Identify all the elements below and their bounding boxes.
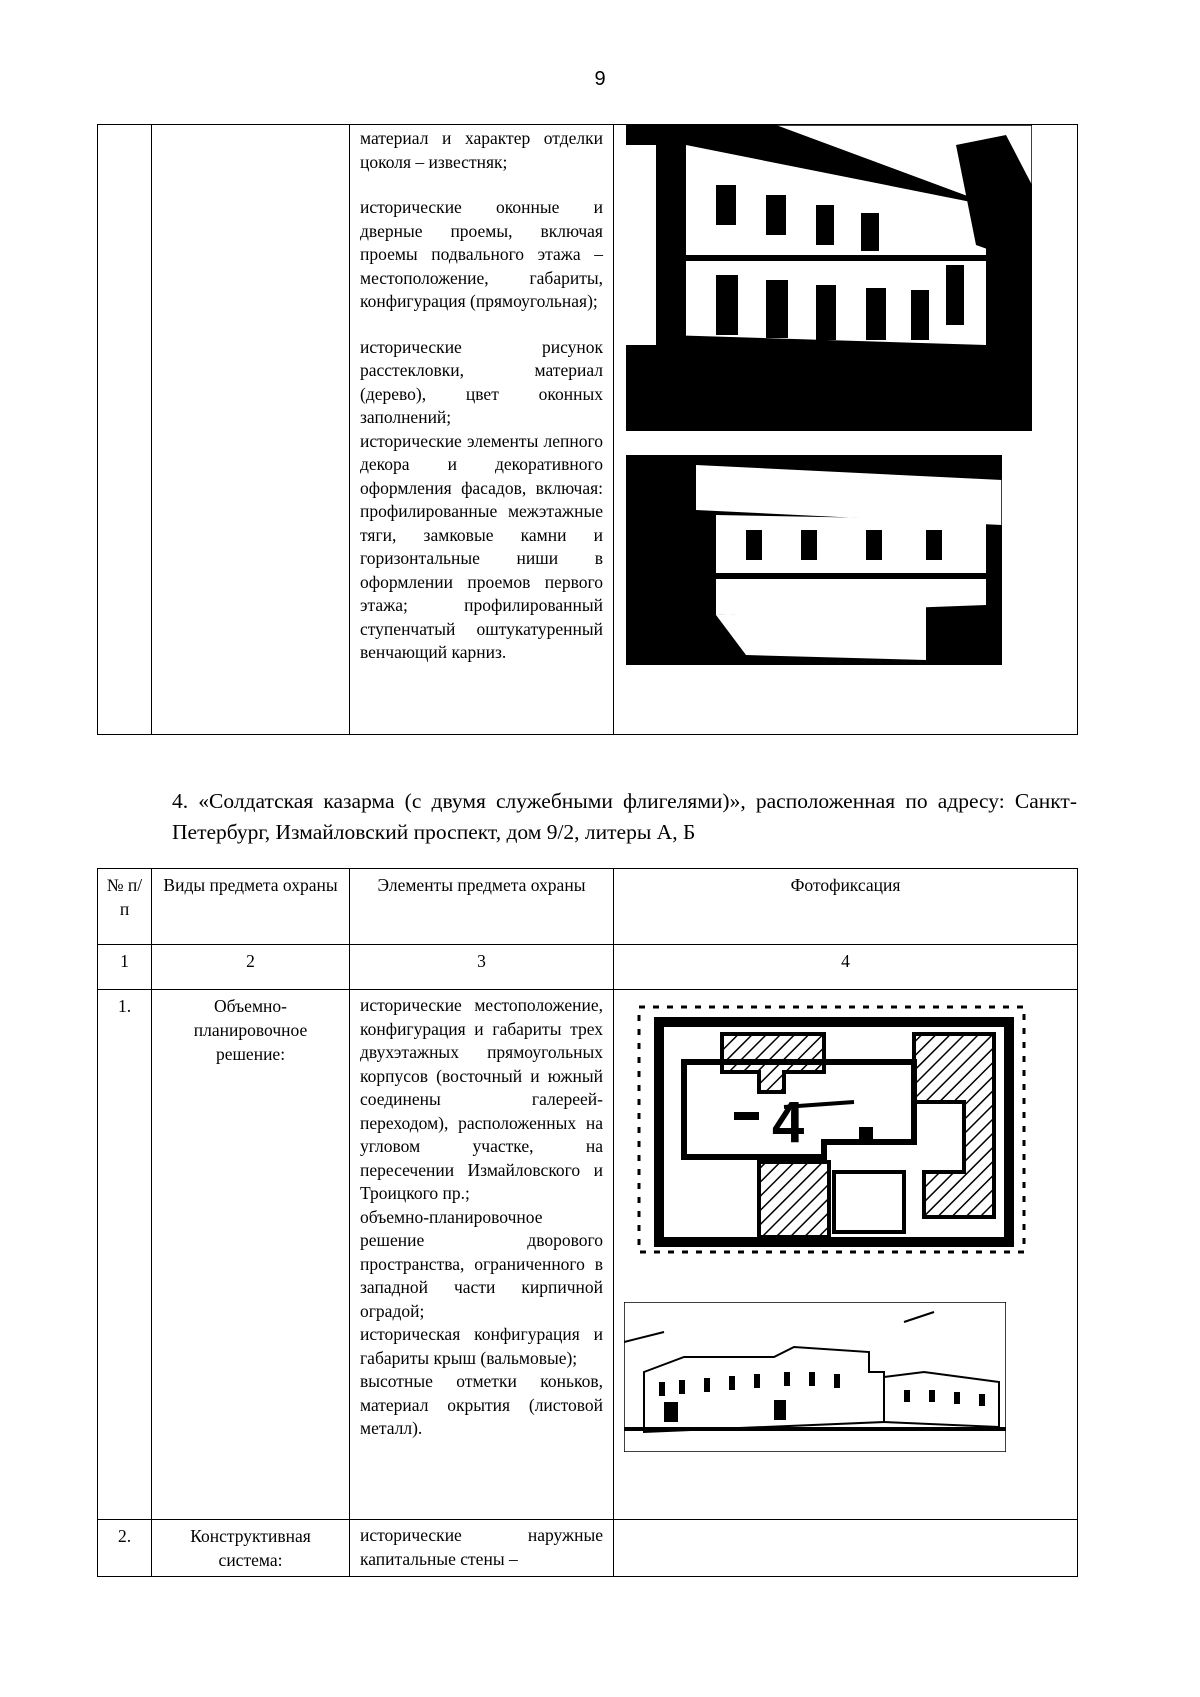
- header-row: [98, 869, 1078, 945]
- elements-cell: [350, 125, 614, 735]
- row-number: 1.: [117, 996, 132, 1016]
- type-cell: [152, 125, 350, 735]
- table-row: [98, 990, 1078, 1520]
- paragraph: высотные отметки коньков, материал окрытия (листовой металл).: [360, 1371, 603, 1438]
- building-photo: [624, 1302, 1006, 1452]
- continuation-table: [97, 124, 1078, 735]
- map-label: 4: [772, 1090, 805, 1155]
- num-cell: [98, 125, 152, 735]
- col-number: 1: [120, 951, 129, 971]
- header-num: № п/п: [106, 875, 143, 919]
- table-row: [98, 125, 1078, 735]
- section-heading: 4. «Солдатская казарма (с двумя служебными флигелями)», расположенная по адресу: Санкт-Петербург, Измайловский проспект, дом 9/2, литеры А, Б: [172, 789, 1077, 844]
- row-number: 2.: [117, 1526, 132, 1546]
- paragraph: историческая конфигурация и габариты крыш (вальмовые);: [360, 1324, 603, 1368]
- photo-cell: [614, 125, 1078, 735]
- photo-cell: [614, 1520, 1078, 1577]
- facade-photo-2: [626, 455, 1002, 665]
- col-number: 3: [477, 951, 486, 971]
- site-plan-map: [624, 992, 1034, 1262]
- paragraph: исторические элементы лепного декора и декоративного оформления фасадов, включая: профилированные межэтажные тяги, замковые камни и горизонтальные ниши в оформлении проемов первого этажа; профилированный ступенчатый оштукатуренный венчающий карниз.: [360, 430, 603, 662]
- paragraph: объемно-планировочное решение дворового пространства, ограниченного в западной части кирпичной оградой;: [360, 1206, 603, 1321]
- header-type: Виды предмета охраны: [163, 875, 338, 895]
- paragraph: исторические рисунок расстекловки, материал (дерево), цвет оконных заполнений;: [360, 336, 603, 427]
- row-type: Конструктивная система:: [190, 1526, 311, 1570]
- col-number: 2: [246, 951, 255, 971]
- paragraph: материал и характер отделки цоколя – известняк;: [360, 128, 603, 172]
- paragraph: исторические наружные капитальные стены –: [360, 1525, 603, 1569]
- paragraph: исторические оконные и дверные проемы, включая проемы подвального этажа – местоположение, габариты, конфигурация (прямоугольная);: [360, 197, 603, 311]
- protection-table: [97, 868, 1078, 1577]
- column-number-row: [98, 945, 1078, 990]
- paragraph: исторические местоположение, конфигурация и габариты трех двухэтажных прямоугольных корпусов (восточный и южный соединены галереей-переходом), расположенных на угловом участке, на пересечении Измайловского и Троицкого пр.;: [360, 995, 603, 1203]
- table-row: [98, 1520, 1078, 1577]
- col-number: 4: [841, 951, 850, 971]
- header-elements: Элементы предмета охраны: [377, 875, 586, 895]
- header-photo: Фотофиксация: [790, 875, 901, 895]
- page-number: 9: [594, 68, 606, 90]
- facade-photo-1: [626, 125, 1032, 431]
- row-type: Объемно-планировочное решение:: [193, 996, 308, 1064]
